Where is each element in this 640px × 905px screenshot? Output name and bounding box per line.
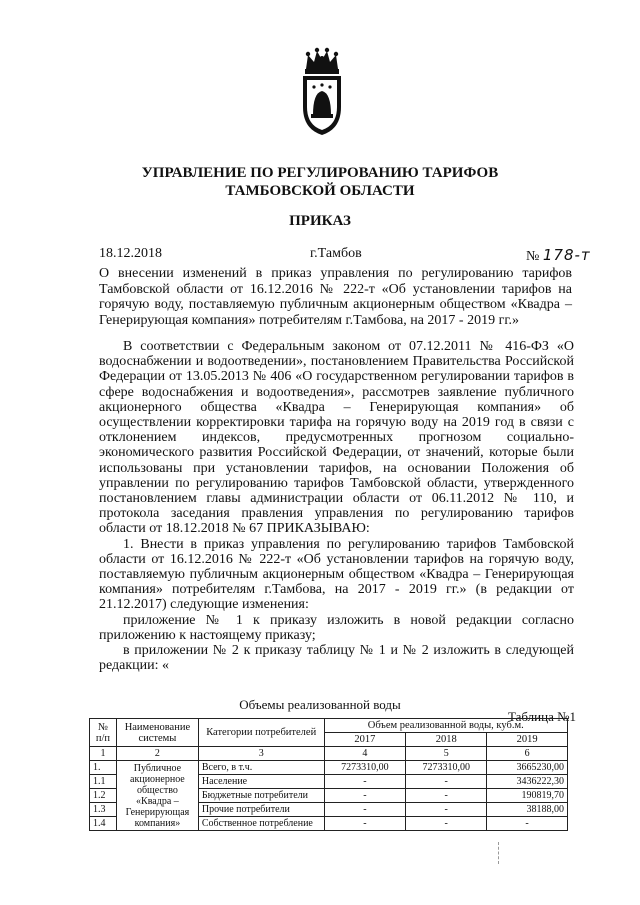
row-value-2018: 7273310,00: [406, 761, 487, 775]
header-num: № п/п: [90, 719, 117, 747]
row-value-2019: -: [487, 817, 568, 831]
order-body: [99, 339, 574, 673]
row-value-2017: -: [324, 775, 406, 789]
row-value-2018: -: [406, 775, 487, 789]
header-year: 2019: [487, 733, 568, 747]
row-category: Прочие потребители: [198, 803, 324, 817]
agency-title: [0, 164, 640, 200]
row-category: Собственное потребление: [198, 817, 324, 831]
row-category: Всего, в т.ч.: [198, 761, 324, 775]
row-num: 1.1: [90, 775, 117, 789]
agency-title-line1: УПРАВЛЕНИЕ ПО РЕГУЛИРОВАНИЮ ТАРИФОВ: [141, 165, 499, 181]
row-num: 1.3: [90, 803, 117, 817]
body-paragraph-appendix-2: в приложении № 2 к приказу таблицу № 1 и № 2 изложить в следующей редакции: «: [99, 643, 574, 674]
number-handwritten: 178-т: [542, 246, 591, 264]
index-cell: 2: [116, 747, 198, 761]
row-value-2019: 3436222,30: [487, 775, 568, 789]
row-value-2017: 7273310,00: [324, 761, 406, 775]
table-number: Таблица №1: [508, 709, 577, 724]
document-type: ПРИКАЗ: [289, 213, 351, 229]
row-num: 1.4: [90, 817, 117, 831]
order-subject: О внесении изменений в приказ управления по регулированию тарифов Тамбовской области от 16.12.2016 № 222-т «Об установлении тарифов на горячую воду, поставляемую публичным акционерным обществом «Квадра – Генерирующая компания» потребителям г.Тамбова, на 2017 - 2019 гг.»: [99, 266, 572, 328]
index-cell: 6: [487, 747, 568, 761]
row-category: Бюджетные потребители: [198, 789, 324, 803]
row-category: Население: [198, 775, 324, 789]
document-number: [526, 246, 591, 265]
body-paragraph-legal-basis: В соответствии с Федеральным законом от 07.12.2011 № 416-ФЗ «О водоснабжении и водоотведении», постановлением Правительства Российской Федерации от 13.05.2013 № 406 «О государственном регулировании тарифов в сфере водоснабжения и водоотведения», рассмотрев заявление публичного акционерного общества «Квадра – Генерирующая компания» об осуществлении корректировки тарифа на горячую воду на 2019 год в связи с отклонением индексов, предусмотренных прогнозом социально-экономического развития Российской Федерации, от значений, которые были использованы при установлении тарифов, на основании Положения об управлении по регулированию тарифов Тамбовской области, утвержденного постановлением главы администрации области от 06.11.2012 № 110, и протокола заседания правления управления по регулированию тарифов области от 18.12.2018 № 67 ПРИКАЗЫВАЮ:: [99, 339, 574, 537]
header-volume: Объем реализованной воды, куб.м.: [324, 719, 568, 733]
document-city: г.Тамбов: [310, 246, 362, 261]
header-year: 2017: [324, 733, 406, 747]
table-index-row: [90, 747, 568, 761]
row-num: 1.: [90, 761, 117, 775]
index-cell: 4: [324, 747, 406, 761]
table-header-row: [90, 719, 568, 733]
table-caption: Объемы реализованной воды: [239, 697, 401, 712]
table-row: [90, 761, 568, 775]
row-value-2018: -: [406, 803, 487, 817]
row-value-2017: -: [324, 803, 406, 817]
row-value-2019: 3665230,00: [487, 761, 568, 775]
row-value-2017: -: [324, 817, 406, 831]
row-num: 1.2: [90, 789, 117, 803]
scan-mark: [498, 842, 500, 864]
row-value-2017: -: [324, 789, 406, 803]
row-value-2019: 38188,00: [487, 803, 568, 817]
row-value-2018: -: [406, 789, 487, 803]
header-system: Наименование системы: [116, 719, 198, 747]
body-paragraph-item-1: 1. Внести в приказ управления по регулированию тарифов Тамбовской области от 16.12.2016 № 222-т «Об установлении тарифов на горячую воду, поставляемую публичным акционерным обществом «Квадра – Генерирующая компания» потребителям г.Тамбова, на 2017 - 2019 гг.» (в редакции от 21.12.2017) следующие изменения:: [99, 536, 574, 613]
water-volume-table: [89, 718, 568, 831]
body-paragraph-appendix-1: приложение № 1 к приказу изложить в новой редакции согласно приложению к настоящему приказу;: [99, 612, 574, 643]
document-date: 18.12.2018: [99, 246, 162, 261]
row-value-2018: -: [406, 817, 487, 831]
index-cell: 5: [406, 747, 487, 761]
system-name: Публичное акционерное общество «Квадра – Генерирующая компания»: [116, 761, 198, 831]
coat-of-arms-emblem: [297, 47, 347, 137]
row-value-2019: 190819,70: [487, 789, 568, 803]
agency-title-line2: ТАМБОВСКОЙ ОБЛАСТИ: [225, 183, 415, 199]
index-cell: 1: [90, 747, 117, 761]
header-category: Категории потребителей: [198, 719, 324, 747]
header-year: 2018: [406, 733, 487, 747]
index-cell: 3: [198, 747, 324, 761]
number-prefix: №: [526, 249, 540, 264]
